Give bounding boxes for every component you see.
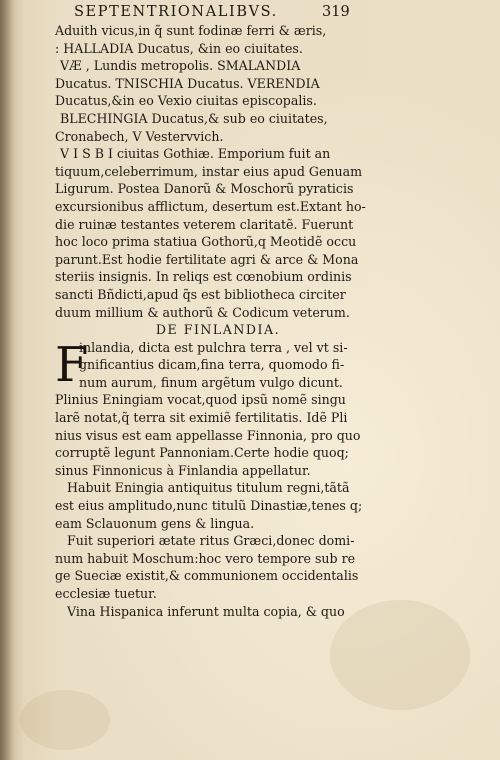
text-line: ecclesiæ tuetur. <box>55 586 157 601</box>
text-line: Vina Hispanica inferunt multa copia, & quo <box>67 603 345 619</box>
text-line: nius visus est eam appellasse Finnonia, pro quo <box>55 427 361 443</box>
text-line: ge Sueciæ existit,& communionem occidentalis <box>55 568 359 584</box>
text-line: V I S B I ciuitas Gothiæ. Emporium fuit an <box>60 146 331 162</box>
text-line: sinus Finnonicus à Finlandia appellatur. <box>55 462 311 478</box>
text-line: excursionibus afflictum, desertum est.Extant ho- <box>55 198 366 214</box>
text-line: steriis insignis. In reliqs est cœnobium ordinis <box>55 269 352 285</box>
text-line: Cronabech, V Vestervvich. <box>55 128 224 144</box>
text-line: Plinius Eningiam vocat,quod ipsũ nomẽ singu <box>55 392 346 408</box>
text-line: eam Sclauonum gens & lingua. <box>55 515 255 531</box>
binding-shadow <box>0 0 14 760</box>
text-line: Fuit superiori ætate ritus Græci,donec domi- <box>67 533 355 549</box>
text-line: corruptẽ legunt Pannoniam.Certe hodie quoq; <box>55 445 349 461</box>
text-line: Ligurum. Postea Danorũ & Moschorũ pyraticis <box>55 181 354 197</box>
text-line: hoc loco prima statiua Gothorũ,q Meotidẽ occu <box>55 234 357 250</box>
text-line: duum millium & authorũ & Codicum veterum. <box>55 304 350 320</box>
text-line: inlandia, dicta est pulchra terra , vel vt si- <box>79 339 348 355</box>
text-line: Aduith vicus,in q̃ sunt fodinæ ferri & æris, <box>55 23 327 38</box>
text-line: Habuit Eningia antiquitus titulum regni,tãtã <box>67 480 350 496</box>
page-number: 319 <box>322 4 350 20</box>
text-line: Ducatus. TNISCHIA Ducatus. VERENDIA <box>55 75 320 91</box>
text-line: : HALLADIA Ducatus, &in eo ciuitates. <box>55 40 303 56</box>
drop-cap-paragraph <box>55 336 361 393</box>
text-line: VÆ , Lundis metropolis. SMALANDIA <box>60 58 301 74</box>
text-line: die ruinæ testantes veterem claritatẽ. Fuerunt <box>55 216 354 232</box>
text-line: est eius amplitudo,nunc titulũ Dinastiæ,tenes q; <box>55 498 363 514</box>
text-line: Ducatus,&in eo Vexio ciuitas episcopalis. <box>55 93 317 109</box>
paper-stain <box>20 690 110 750</box>
text-line: tiquum,celeberrimum, instar eius apud Genuam <box>55 163 363 179</box>
drop-cap-initial: F <box>55 336 89 393</box>
main-text <box>55 22 366 620</box>
text-line: gnificantius dicam,fina terra, quomodo fi- <box>79 357 345 373</box>
running-head: SEPTENTRIONALIBVS. <box>74 4 278 20</box>
text-line: sancti Bñdicti,apud q̃s est bibliotheca circiter <box>55 286 346 302</box>
text-line: num habuit Moschum:hoc vero tempore sub re <box>55 550 356 566</box>
text-line: num aurum, finum argẽtum vulgo dicunt. <box>79 374 343 390</box>
section-heading: DE FINLANDIA. <box>155 322 281 338</box>
text-line: parunt.Est hodie fertilitate agri & arce & Mona <box>55 251 359 267</box>
text-line: BLECHINGIA Ducatus,& sub eo ciuitates, <box>60 110 328 126</box>
text-line: larẽ notat,q̃ terra sit eximiẽ fertilitatis. Idẽ Pli <box>55 410 348 426</box>
